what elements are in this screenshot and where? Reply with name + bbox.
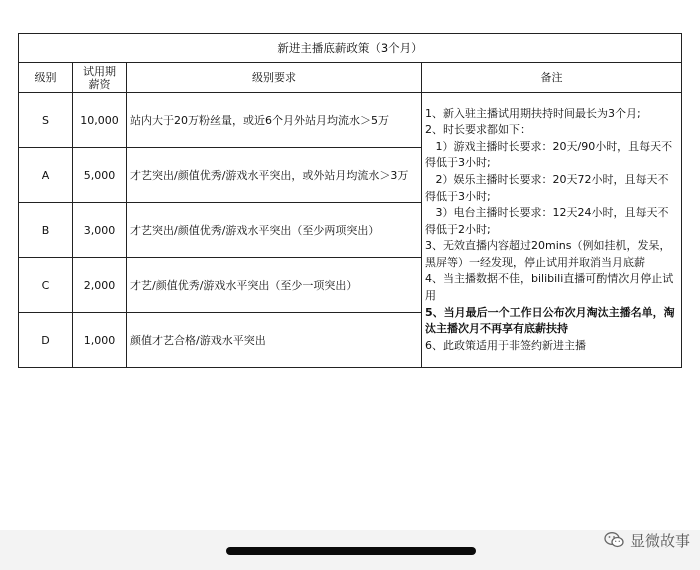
level-cell: A (19, 148, 73, 203)
note-line: 4、当主播数据不佳，bilibili直播可酌情次月停止试用 (425, 272, 674, 303)
wechat-icon (604, 531, 624, 549)
salary-cell: 2,000 (73, 258, 127, 313)
salary-cell: 1,000 (73, 313, 127, 368)
note-line-bold: 5、当月最后一个工作日公布次月淘汰主播名单，淘汰主播次月不再享有底薪扶持 (425, 305, 675, 336)
note-line: 2）娱乐主播时长要求：20天72小时，且每天不得低于3小时; (425, 172, 669, 203)
salary-cell: 5,000 (73, 148, 127, 203)
note-line: 6、此政策适用于非签约新进主播 (425, 338, 586, 352)
watermark (604, 528, 690, 552)
requirement-cell: 才艺突出/颜值优秀/游戏水平突出（至少两项突出） (127, 203, 422, 258)
level-cell: B (19, 203, 73, 258)
notes-cell (422, 93, 682, 368)
level-cell: D (19, 313, 73, 368)
header-notes: 备注 (422, 63, 682, 93)
requirement-cell: 才艺突出/颜值优秀/游戏水平突出，或外站月均流水＞3万 (127, 148, 422, 203)
note-line: 1）游戏主播时长要求：20天/90小时，且每天不得低于3小时; (425, 139, 673, 170)
home-indicator[interactable] (226, 547, 476, 555)
table-row (19, 93, 682, 148)
watermark-text: 显微故事 (629, 531, 690, 550)
salary-policy-table (18, 33, 682, 368)
level-cell: S (19, 93, 73, 148)
requirement-cell: 颜值才艺合格/游戏水平突出 (127, 313, 422, 368)
requirement-cell: 站内大于20万粉丝量，或近6个月外站月均流水＞5万 (127, 93, 422, 148)
table-title: 新进主播底薪政策（3个月） (19, 34, 682, 63)
requirement-cell: 才艺/颜值优秀/游戏水平突出（至少一项突出） (127, 258, 422, 313)
note-line: 1、新入驻主播试用期扶持时间最长为3个月; (425, 106, 641, 120)
note-line: 3）电台主播时长要求：12天24小时，且每天不得低于2小时; (425, 206, 669, 236)
salary-cell: 3,000 (73, 203, 127, 258)
header-requirement: 级别要求 (127, 63, 422, 93)
salary-cell: 10,000 (73, 93, 127, 148)
note-line: 2、时长要求都如下： (425, 123, 531, 137)
note-line: 3、无效直播内容超过20mins（例如挂机，发呆，黑屏等）一经发现，停止试用并取消当月底薪 (425, 239, 671, 269)
header-level: 级别 (19, 63, 73, 93)
level-cell: C (19, 258, 73, 313)
header-salary: 试用期薪资 (73, 63, 127, 93)
